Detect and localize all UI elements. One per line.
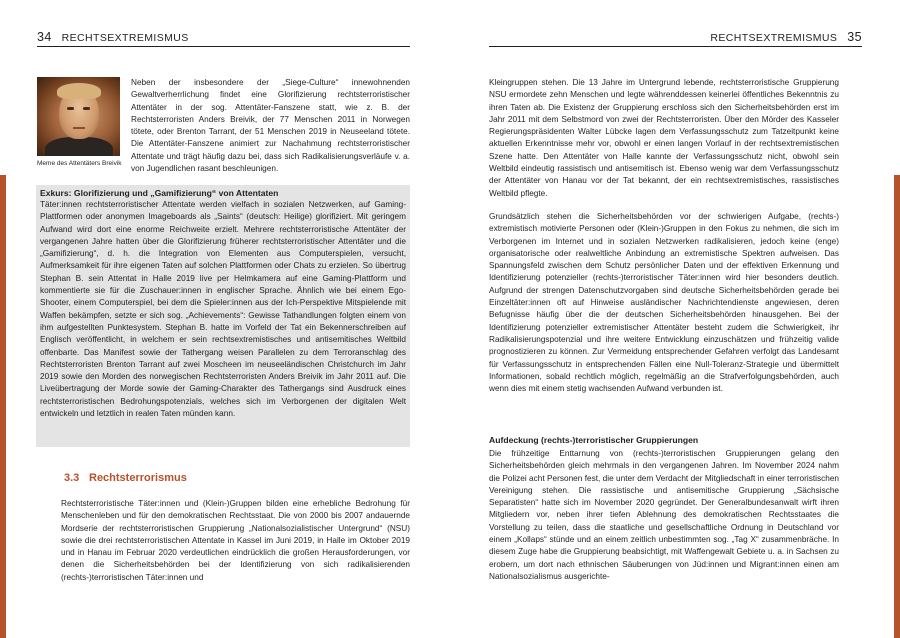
intro-paragraph: Neben der insbesondere der „Siege-Culture“ innewohnenden Gewaltverherrlichung findet eine Glorifizierung rechtsterroristischer Attentäter in der sog. Attentäter-Fanszene statt, wie z. B. der Rechtsterroristen Anders Breivik, der 77 Menschen 2011 in Norwegen tötete, oder Brenton Tarrant, der 51 Menschen 2019 in Neuseeland tötete. Die Attentäter-Fanszene animiert zur Nachahmung rechtsterroristischer Attentate und trägt häufig dazu bei, dass sich Radikalisierungsverläufe v. a. von Jugendlichen rasant beschleunigen. — [131, 78, 410, 174]
left-edge-accent-bar — [0, 175, 6, 638]
image-figure-eye — [83, 107, 90, 110]
left-running-head-title: RECHTSEXTREMISMUS — [61, 32, 189, 44]
left-running-head — [37, 30, 189, 44]
right-running-head — [710, 30, 862, 44]
right-paragraph-2: Grundsätzlich stehen die Sicherheitsbehörden vor der schwierigen Aufgabe, (rechts-) extremistisch motivierte Personen oder (Klein-)Gruppen in den Fokus zu nehmen, die sich im Verborgenen im Internet und in sozialen Netzwerken radikalisieren, jedoch keine (enge) organisatorische oder realweltliche Anbindung an extremistische Spektren aufweisen. Das Spannungsfeld zwischen dem Schutz persönlicher Daten und der effektiven Erkennung und Identifizierung potenzieller (rechts-)terroristischer Täter:innen wird hier besonders deutlich. Aufgrund der strengen Datenschutzvorgaben sind deutsche Sicherheitsbehörden gerade bei Einzeltäter:innen oft auf Hinweise ausländischer Nachrichtendienste angewiesen, deren Befugnisse häufig über die der deutschen Sicherheitsbehörden hinausgehen. Bei der Identifizierung potenzieller extremistischer Attentäter besteht zudem die Schwierigkeit, ihr Radikalisierungspotenzial und ihre weitere Entwicklung einzuschätzen und frühzeitig valide prognostizieren zu können. Zur Vermeidung entsprechender Gefahren verfolgt das Landesamt für Verfassungsschutz in entsprechenden Fällen eine Null-Toleranz-Strategie und übermittelt Informationen, sobald rechtlich möglich, regelmäßig an die Strafverfolgungsbehörden, auch wenn dies mit einem stetig wachsenden Aufwand verbunden ist. — [489, 212, 839, 394]
exkurs-text: Täter:innen rechtsterroristischer Attentate werden vielfach in sozialen Netzwerken, auf Gaming-Plattformen oder anonymen Imageboards als „Saints“ (deutsch: Heilige) glorifiziert. Mit geringem Aufwand wird dort eine enorme Reichweite erzielt. Mehrere rechtsterroristische Attentäter der vergangenen Jahre hatten über die Glorifizierung früherer rechtsterroristischer Attentäter und die „Gamifizierung“, d. h. die Integration von Elementen aus Computerspielen, versucht, Aufmerksamkeit für ihre eigenen Taten auf solchen Plattformen oder Chats zu erzielen. So übertrug Stephan B. sein Attentat in Halle 2019 live per Helmkamera auf eine Gaming-Plattform und kommentierte sie für die Zuschauer:innen in englischer Sprache. Ähnlich wie bei einem Ego-Shooter, einem Computerspiel, bei dem die Spieler:innen aus der Ich-Perspektive Mitspielende mit Waffen bekämpfen, setzte er sich sog. „Achievements“: Gewisse Tathandlungen folgten einem von ihm aufgestellten Punktesystem. Stephan B. hatte im Vorfeld der Tat ein Bekennerschreiben auf Englisch veröffentlicht, in welchem er sein rechtsextremistisches und antisemitisches Weltbild offenbarte. Das Manifest sowie der Tathergang weisen Parallelen zu dem Terroranschlag des Rechtsterroristen Brenton Tarrant auf zwei Moscheen im neuseeländischen Christchurch im Jahr 2019 sowie den Morden des norwegischen Rechtsterroristen Anders Breivik im Jahr 2011 auf. Die Liveübertragung der Morde sowie der Gaming-Charakter des Tathergangs sind Ausdruck eines rechtsterroristischen Bedrohungspotenzials, welches sich im Verborgenen der digitalen Welt entwickeln und letztlich in realen Taten münden kann. — [40, 200, 406, 419]
breivik-meme-image — [37, 77, 120, 156]
left-header-rule — [37, 46, 410, 47]
right-page-number: 35 — [847, 30, 862, 44]
image-caption: Meme des Attentäters Breivik — [37, 160, 122, 167]
image-figure-eye — [67, 107, 74, 110]
section-title: Rechtsterrorismus — [89, 472, 187, 484]
left-page-number: 34 — [37, 30, 52, 44]
subheading-aufdeckung: Aufdeckung (rechts-)terroristischer Gruppierungen — [489, 435, 699, 445]
right-header-rule — [489, 46, 862, 47]
right-paragraph-1: Kleingruppen stehen. Die 13 Jahre im Untergrund lebende, rechtsterroristische Gruppierung NSU ermordete zehn Menschen und legte währenddessen keinerlei öffentliches Bekenntnis zu ihren Taten ab. Die Existenz der Gruppierung erschloss sich den Sicherheitsbehörden erst im Jahr 2011 mit dem Selbstmord von zwei der Rechtsterroristen. Über den Mörder des Kasseler Regierungspräsidenten Walter Lübcke lagen dem Verfassungsschutz zum Tatzeitpunkt keine aktuellen Erkenntnisse mehr vor, obwohl er einen langen Vorlauf in der rechtsextremistischen Szene hatte. Den Attentäter von Halle kannte der Verfassungsschutz nicht, obwohl sein Weltbild eindeutig rassistisch und antisemitisch ist. Ebenso wenig war dem Verfassungsschutz der Attentäter von Hanau vor der Tat bekannt, der ein rechtsextremistisches, rassistisches Weltbild pflegte. — [489, 78, 839, 198]
image-figure-body — [45, 137, 113, 156]
section-number: 3.3 — [64, 472, 80, 484]
right-running-head-title: RECHTSEXTREMISMUS — [710, 32, 838, 44]
image-figure-hair — [57, 83, 101, 99]
section-paragraph: Rechtsterroristische Täter:innen und (Klein-)Gruppen bilden eine erhebliche Bedrohung für Menschenleben und für den demokratischen Rechtsstaat. Die von 2000 bis 2007 andauernde Mordserie der rechtsterroristischen Gruppierung „Nationalsozialistischer Untergrund“ (NSU) sowie die drei rechtsterroristischen Attentate in Kassel im Juni 2019, in Halle im Oktober 2019 und in Hanau im Februar 2020 verdeutlichen eindrücklich die großen Herausforderungen, vor denen die Sicherheitsbehörden bei der Identifizierung von sich radikalisierenden (rechts-)terroristischen Täter:innen und — [61, 499, 410, 582]
right-paragraph-3: Die frühzeitige Enttarnung von (rechts-)terroristischen Gruppierungen gelang den Sicherheitsbehörden gleich mehrmals in den vergangenen Jahren. Im November 2024 nahm die Polizei acht Personen fest, die unter dem Verdacht der Mitgliedschaft in einer terroristischen Vereinigung stehen. Die rassistische und antisemitische Gruppierung „Sächsische Separatisten“ hatte sich im November 2020 gegründet. Der Generalbundesanwalt wirft ihren Mitgliedern vor, neben ihrer tiefen Ablehnung des demokratischen Rechtsstaates die Vorstellung zu teilen, dass die staatliche und gesellschaftliche Ordnung in Deutschland vor einem „Kollaps“ stünde und an einem zeitlich unbestimmten sog. „Tag X“ zusammenbräche. In diesem Zuge habe die Gruppierung beabsichtigt, mit Waffengewalt Gebiete u. a. in Sachsen zu erobern, um dort nach ethnischen Säuberungen von Jüd:innen und Migrant:innen einen am Nationalsozialismus ausgerichte- — [489, 449, 839, 581]
image-figure-mouth — [73, 127, 85, 129]
exkurs-title: Exkurs: Glorifizierung und „Gamifizierung“ von Attentaten — [40, 188, 279, 198]
right-edge-accent-bar — [894, 175, 900, 638]
